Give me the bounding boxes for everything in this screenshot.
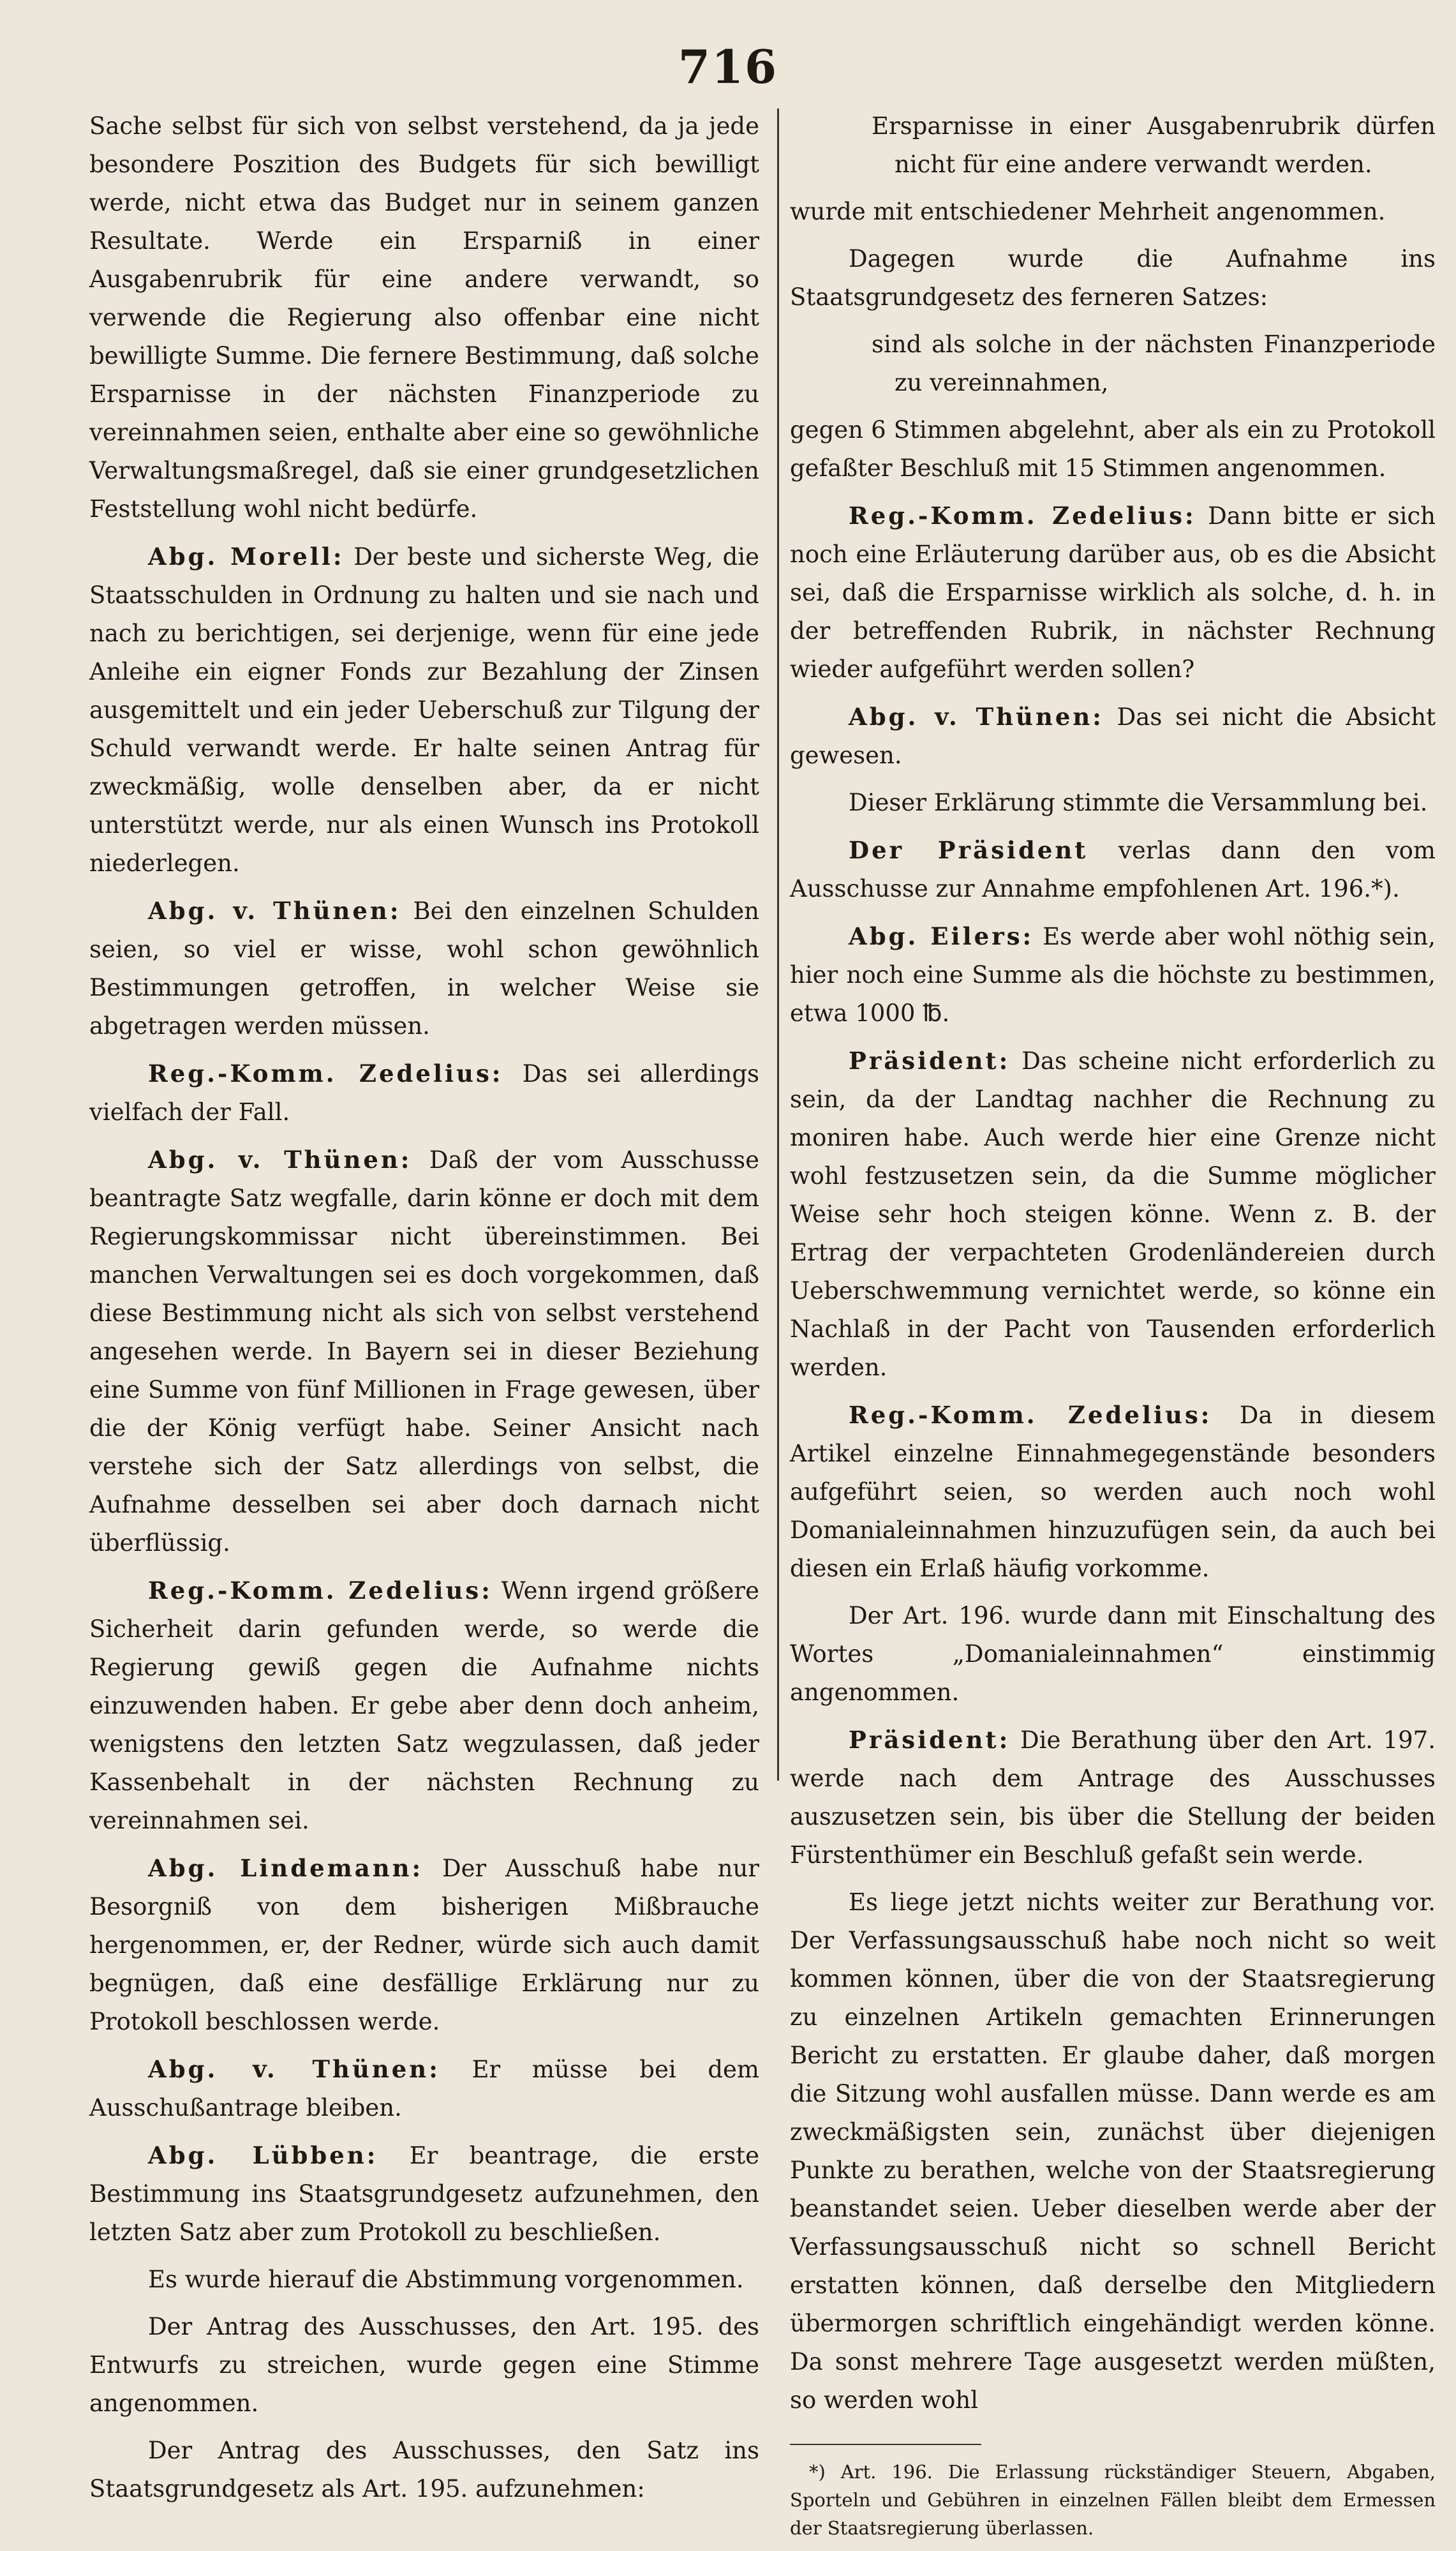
paragraph-text: Sache selbst für sich von selbst verstehend, da ja jede besondere Poszition des Budgets für sich bewilligt werde, nicht etwa das Budget nur in seinem ganzen Resultate. Werde ein Ersparniß in einer Ausgabenrubrik für eine andere verwandt, so verwende die Regierung also offenbar eine nicht bewilligte Summe. Die fernere Bestimmung, daß solche Ersparnisse in der nächsten Finanzperiode zu vereinnahmen seien, enthalte aber eine so gewöhnliche Verwaltungsmaßregel, daß sie einer grundgesetzlichen Feststellung wohl nicht bedürfe. <box>89 112 759 523</box>
paragraph-text: Da in diesem Artikel einzelne Einnahmegegenstände besonders aufgeführt seien, so werden auch noch wohl Domanialeinnahmen hinzuzufügen sein, da auch bei diesen ein Erlaß häufig vorkomme. <box>790 1402 1436 1582</box>
left-column <box>89 107 759 2517</box>
speaker-name: Abg. v. Thünen: <box>148 2055 440 2083</box>
paragraph <box>790 411 1436 488</box>
speaker-name: Abg. v. Thünen: <box>849 703 1104 731</box>
paragraph-text: Das sei nicht die Absicht gewesen. <box>790 703 1436 769</box>
speaker-paragraph <box>790 831 1436 908</box>
speaker-paragraph <box>790 1721 1436 1874</box>
paragraph-text: Der beste und sicherste Weg, die Staatsschulden in Ordnung zu halten und sie nach und nach zu berichtigen, sei derjenige, wenn für eine jede Anleihe ein eigner Fonds zur Bezahlung der Zinsen ausgemittelt und ein jeder Ueberschuß zur Tilgung der Schuld verwandt werde. Er halte seinen Antrag für zweckmäßig, wolle denselben aber, da er nicht unterstützt werde, nur als einen Wunsch ins Protokoll niederlegen. <box>89 543 759 877</box>
speaker-paragraph <box>790 1396 1436 1588</box>
speaker-name: Abg. Eilers: <box>849 922 1034 950</box>
speaker-paragraph <box>790 917 1436 1033</box>
speaker-paragraph <box>790 497 1436 689</box>
paragraph <box>89 107 759 528</box>
paragraph-text: wurde mit entschiedener Mehrheit angenommen. <box>790 198 1386 225</box>
paragraph-text: verlas dann den vom Ausschusse zur Annahme empfohlenen Art. 196.*). <box>790 837 1436 902</box>
speaker-name: Präsident: <box>849 1726 1011 1754</box>
paragraph <box>790 1883 1436 2420</box>
speaker-name: Abg. Lübben: <box>148 2141 378 2169</box>
paragraph-text: Er müsse bei dem Ausschußantrage bleiben. <box>89 2056 759 2121</box>
speaker-paragraph <box>790 698 1436 775</box>
speaker-paragraph <box>89 892 759 1045</box>
speaker-name: Abg. Lindemann: <box>148 1854 424 1882</box>
page-number: 716 <box>678 40 778 94</box>
speaker-paragraph <box>89 1571 759 1840</box>
paragraph-text: Der Art. 196. wurde dann mit Einschaltung des Wortes „Domanialeinnahmen“ einstimmig angenommen. <box>790 1602 1436 1706</box>
paragraph-text: gegen 6 Stimmen abgelehnt, aber als ein zu Protokoll gefaßter Beschluß mit 15 Stimmen angenommen. <box>790 416 1436 482</box>
speaker-paragraph <box>89 1141 759 1562</box>
paragraph-text: Es wurde hierauf die Abstimmung vorgenommen. <box>148 2266 744 2293</box>
quoted-clause <box>813 107 1436 184</box>
paragraph-text: Er beantrage, die erste Bestimmung ins Staatsgrundgesetz aufzunehmen, den letzten Satz aber zum Protokoll zu beschließen. <box>89 2142 759 2246</box>
paragraph-text: Daß der vom Ausschusse beantragte Satz wegfalle, darin könne er doch mit dem Regierungskommissar nicht übereinstimmen. Bei manchen Verwaltungen sei es doch vorgekommen, daß diese Bestimmung nicht als sich von selbst verstehend angesehen werde. In Bayern sei in dieser Beziehung eine Summe von fünf Millionen in Frage gewesen, über die der König verfügt habe. Seiner Ansicht nach verstehe sich der Satz allerdings von selbst, die Aufnahme desselben sei aber doch darnach nicht überflüssig. <box>89 1146 760 1557</box>
paragraph-text: Der Antrag des Ausschusses, den Art. 195. des Entwurfs zu streichen, wurde gegen eine Stimme angenommen. <box>89 2313 759 2417</box>
paragraph-text: Es liege jetzt nichts weiter zur Berathung vor. Der Verfassungsausschuß habe noch nicht so weit kommen können, über die von der Staatsregierung zu einzelnen Artikeln gemachten Erinnerungen Bericht zu erstatten. Er glaube daher, daß morgen die Sitzung wohl ausfallen müsse. Dann werde es am zweckmäßigsten sein, zunächst über diejenigen Punkte zu berathen, welche von der Staatsregierung beanstandet seien. Ueber dieselben werde aber der Verfassungsausschuß nicht so schnell Bericht erstatten können, daß derselbe den Mitgliedern übermorgen schriftlich eingehändigt werden könne. Da sonst mehrere Tage ausgesetzt werden müßten, so werden wohl <box>790 1889 1436 2414</box>
speaker-paragraph <box>790 1042 1436 1387</box>
column-divider <box>777 108 779 1781</box>
speaker-name: Reg.-Komm. Zedelius: <box>148 1576 493 1605</box>
paragraph-text: Die Berathung über den Art. 197. werde nach dem Antrage des Ausschusses auszusetzen sein, bis über die Stellung der beiden Fürstenthümer ein Beschluß gefaßt sein werde. <box>790 1726 1436 1869</box>
footnote-rule <box>790 2444 981 2445</box>
speaker-paragraph <box>89 1849 759 2041</box>
speaker-name: Abg. Morell: <box>148 542 345 571</box>
speaker-paragraph <box>89 2050 759 2127</box>
paragraph-text: Dieser Erklärung stimmte die Versammlung bei. <box>849 789 1428 816</box>
footnote: *) Art. 196. Die Erlassung rückständiger Steuern, Abgaben, Sporteln und Gebühren in einzelnen Fällen bleibt dem Ermessen der Staatsregierung überlassen. <box>790 2461 1436 2539</box>
paragraph <box>790 193 1436 231</box>
paragraph <box>790 784 1436 822</box>
speaker-name: Reg.-Komm. Zedelius: <box>849 502 1196 530</box>
speaker-paragraph <box>89 537 759 883</box>
paragraph-text: Dann bitte er sich noch eine Erläuterung darüber aus, ob es die Absicht sei, daß die Ersparnisse wirklich als solche, d. h. in der betreffenden Rubrik, in nächster Rechnung wieder aufgeführt werden sollen? <box>790 502 1436 683</box>
speaker-name: Reg.-Komm. Zedelius: <box>849 1401 1212 1429</box>
paragraph <box>89 2261 759 2299</box>
speaker-name: Reg.-Komm. Zedelius: <box>148 1059 503 1088</box>
speaker-name: Abg. v. Thünen: <box>148 1146 412 1174</box>
paragraph-text: Wenn irgend größere Sicherheit darin gefunden werde, so werde die Regierung gewiß gegen die Aufnahme nichts einzuwenden haben. Er gebe aber denn doch anheim, wenigstens den letzten Satz wegzulassen, daß jeder Kassenbehalt in der nächsten Rechnung zu vereinnahmen sei. <box>89 1577 760 1834</box>
paragraph <box>89 2308 759 2423</box>
paragraph-text: Der Ausschuß habe nur Besorgniß von dem bisherigen Mißbrauche hergenommen, er, der Redner, würde sich auch damit begnügen, daß eine desfällige Erklärung nur zu Protokoll beschlossen werde. <box>89 1855 759 2035</box>
paragraph <box>790 240 1436 317</box>
quoted-clause <box>813 325 1436 402</box>
paragraph-text: Dagegen wurde die Aufnahme ins Staatsgrundgesetz des ferneren Satzes: <box>790 245 1436 311</box>
paragraph <box>790 1597 1436 1712</box>
right-column <box>790 107 1436 2551</box>
paragraph-text: Der Antrag des Ausschusses, den Satz ins Staatsgrundgesetz als Art. 195. aufzunehmen: <box>89 2437 759 2502</box>
quoted-text: sind als solche in der nächsten Finanzperiode zu vereinnahmen, <box>872 331 1436 396</box>
paragraph-text: Bei den einzelnen Schulden seien, so viel er wisse, wohl schon gewöhnlich Bestimmungen getroffen, in welcher Weise sie abgetragen werden müssen. <box>89 897 759 1040</box>
speaker-name: Der Präsident <box>849 836 1088 864</box>
paragraph <box>89 2432 759 2508</box>
speaker-name: Präsident: <box>849 1047 1011 1075</box>
quoted-text: Ersparnisse in einer Ausgabenrubrik dürfen nicht für eine andere verwandt werden. <box>872 112 1436 178</box>
speaker-paragraph <box>89 2136 759 2252</box>
speaker-paragraph <box>89 1054 759 1132</box>
speaker-name: Abg. v. Thünen: <box>148 897 401 925</box>
paragraph-text: Das sei allerdings vielfach der Fall. <box>89 1060 759 1126</box>
paragraph-text: Es werde aber wohl nöthig sein, hier noch eine Summe als die höchste zu bestimmen, etwa 1000 ℔. <box>790 923 1436 1027</box>
paragraph-text: Das scheine nicht erforderlich zu sein, da der Landtag nachher die Rechnung zu moniren habe. Auch werde hier eine Grenze nicht wohl festzusetzen sein, da die Summe möglicher Weise sehr hoch steigen könne. Wenn z. B. der Ertrag der verpachteten Grodenländereien durch Ueberschwemmung vernichtet werde, so könne ein Nachlaß in der Pacht von Tausenden erforderlich werden. <box>790 1047 1436 1381</box>
